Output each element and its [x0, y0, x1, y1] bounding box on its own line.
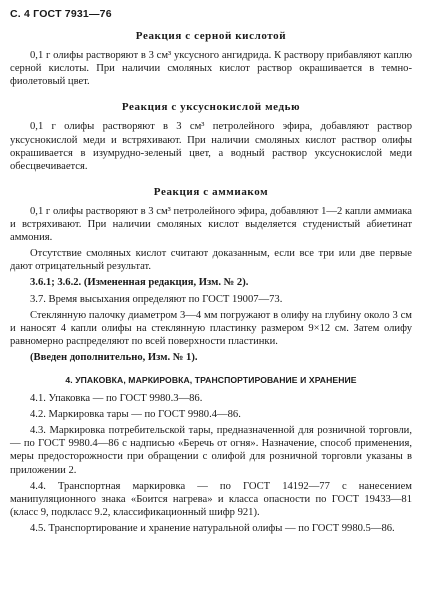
- paragraph: 0,1 г олифы растворяют в 3 см³ петролейного эфира, добавляют раствор уксуснокислой меди и встряхивают. При наличии смоляных кислот раствор олифы окрашивается в изумрудно-зеленый цвет, а водный раствор уксуснокислой меди обесцвечивается.: [10, 121, 412, 172]
- paragraph: Стеклянную палочку диаметром 3—4 мм погружают в олифу на глубину около 3 см и наносят 4 капли олифы на стеклянную пластинку размером 9×12 см. Затем олифу равномерно распределяют по всей поверхности пластинки.: [10, 309, 412, 347]
- paragraph: Отсутствие смоляных кислот считают доказанным, если все три или две первые дают отрицательный результат.: [10, 248, 412, 273]
- paragraph: 4.2. Маркировка тары — по ГОСТ 9980.4—86.: [30, 409, 241, 421]
- amendment-note: 3.6.1; 3.6.2. (Измененная редакция, Изм. № 2).: [30, 277, 249, 289]
- paragraph: 3.7. Время высыхания определяют по ГОСТ 19007—73.: [30, 293, 283, 305]
- paragraph: 0,1 г олифы растворяют в 3 см³ уксусного ангидрида. К раствору прибавляют каплю серной кислоты. При наличии смоляных кислот раствор окрашивается в темно-фиолетовый цвет.: [10, 50, 412, 88]
- heading-sulfuric-acid: Реакция с серной кислотой: [135, 30, 287, 42]
- heading-ammonia: Реакция с аммиаком: [153, 185, 269, 198]
- section-heading-packaging: 4. УПАКОВКА, МАРКИРОВКА, ТРАНСПОРТИРОВАНИЕ И ХРАНЕНИЕ: [65, 374, 357, 385]
- amendment-note: (Введен дополнительно, Изм. № 1).: [30, 351, 198, 363]
- paragraph: 4.1. Упаковка — по ГОСТ 9980.3—86.: [30, 393, 203, 405]
- document-body: [10, 30, 412, 538]
- paragraph: 4.4. Транспортная маркировка — по ГОСТ 14192—77 с нанесением манипуляционного знака «Боится нагрева» и класса опасности по ГОСТ 19433—81 (класс 9, подкласс 9.2, классификационный шифр 921).: [10, 480, 412, 518]
- running-header: С. 4 ГОСТ 7931—76: [10, 8, 112, 20]
- paragraph: 4.5. Транспортирование и хранение натуральной олифы — по ГОСТ 9980.5—86.: [30, 522, 395, 534]
- paragraph: 0,1 г олифы растворяют в 3 см³ петролейного эфира, добавляют 1—2 капли аммиака и встряхивают. При наличии смоляных кислот выделяется студенистый абиетинат аммония.: [10, 205, 412, 244]
- paragraph: 4.3. Маркировка потребительской тары, предназначенной для розничной торговли, — по ГОСТ 9980.4—86 с надписью «Беречь от огня». Назначение, способ применения, меры предосторожности при обращении с олифой для розничной торговли указаны в приложении 2.: [10, 425, 412, 476]
- heading-copper-acetate: Реакция с уксуснокислой медью: [121, 101, 301, 114]
